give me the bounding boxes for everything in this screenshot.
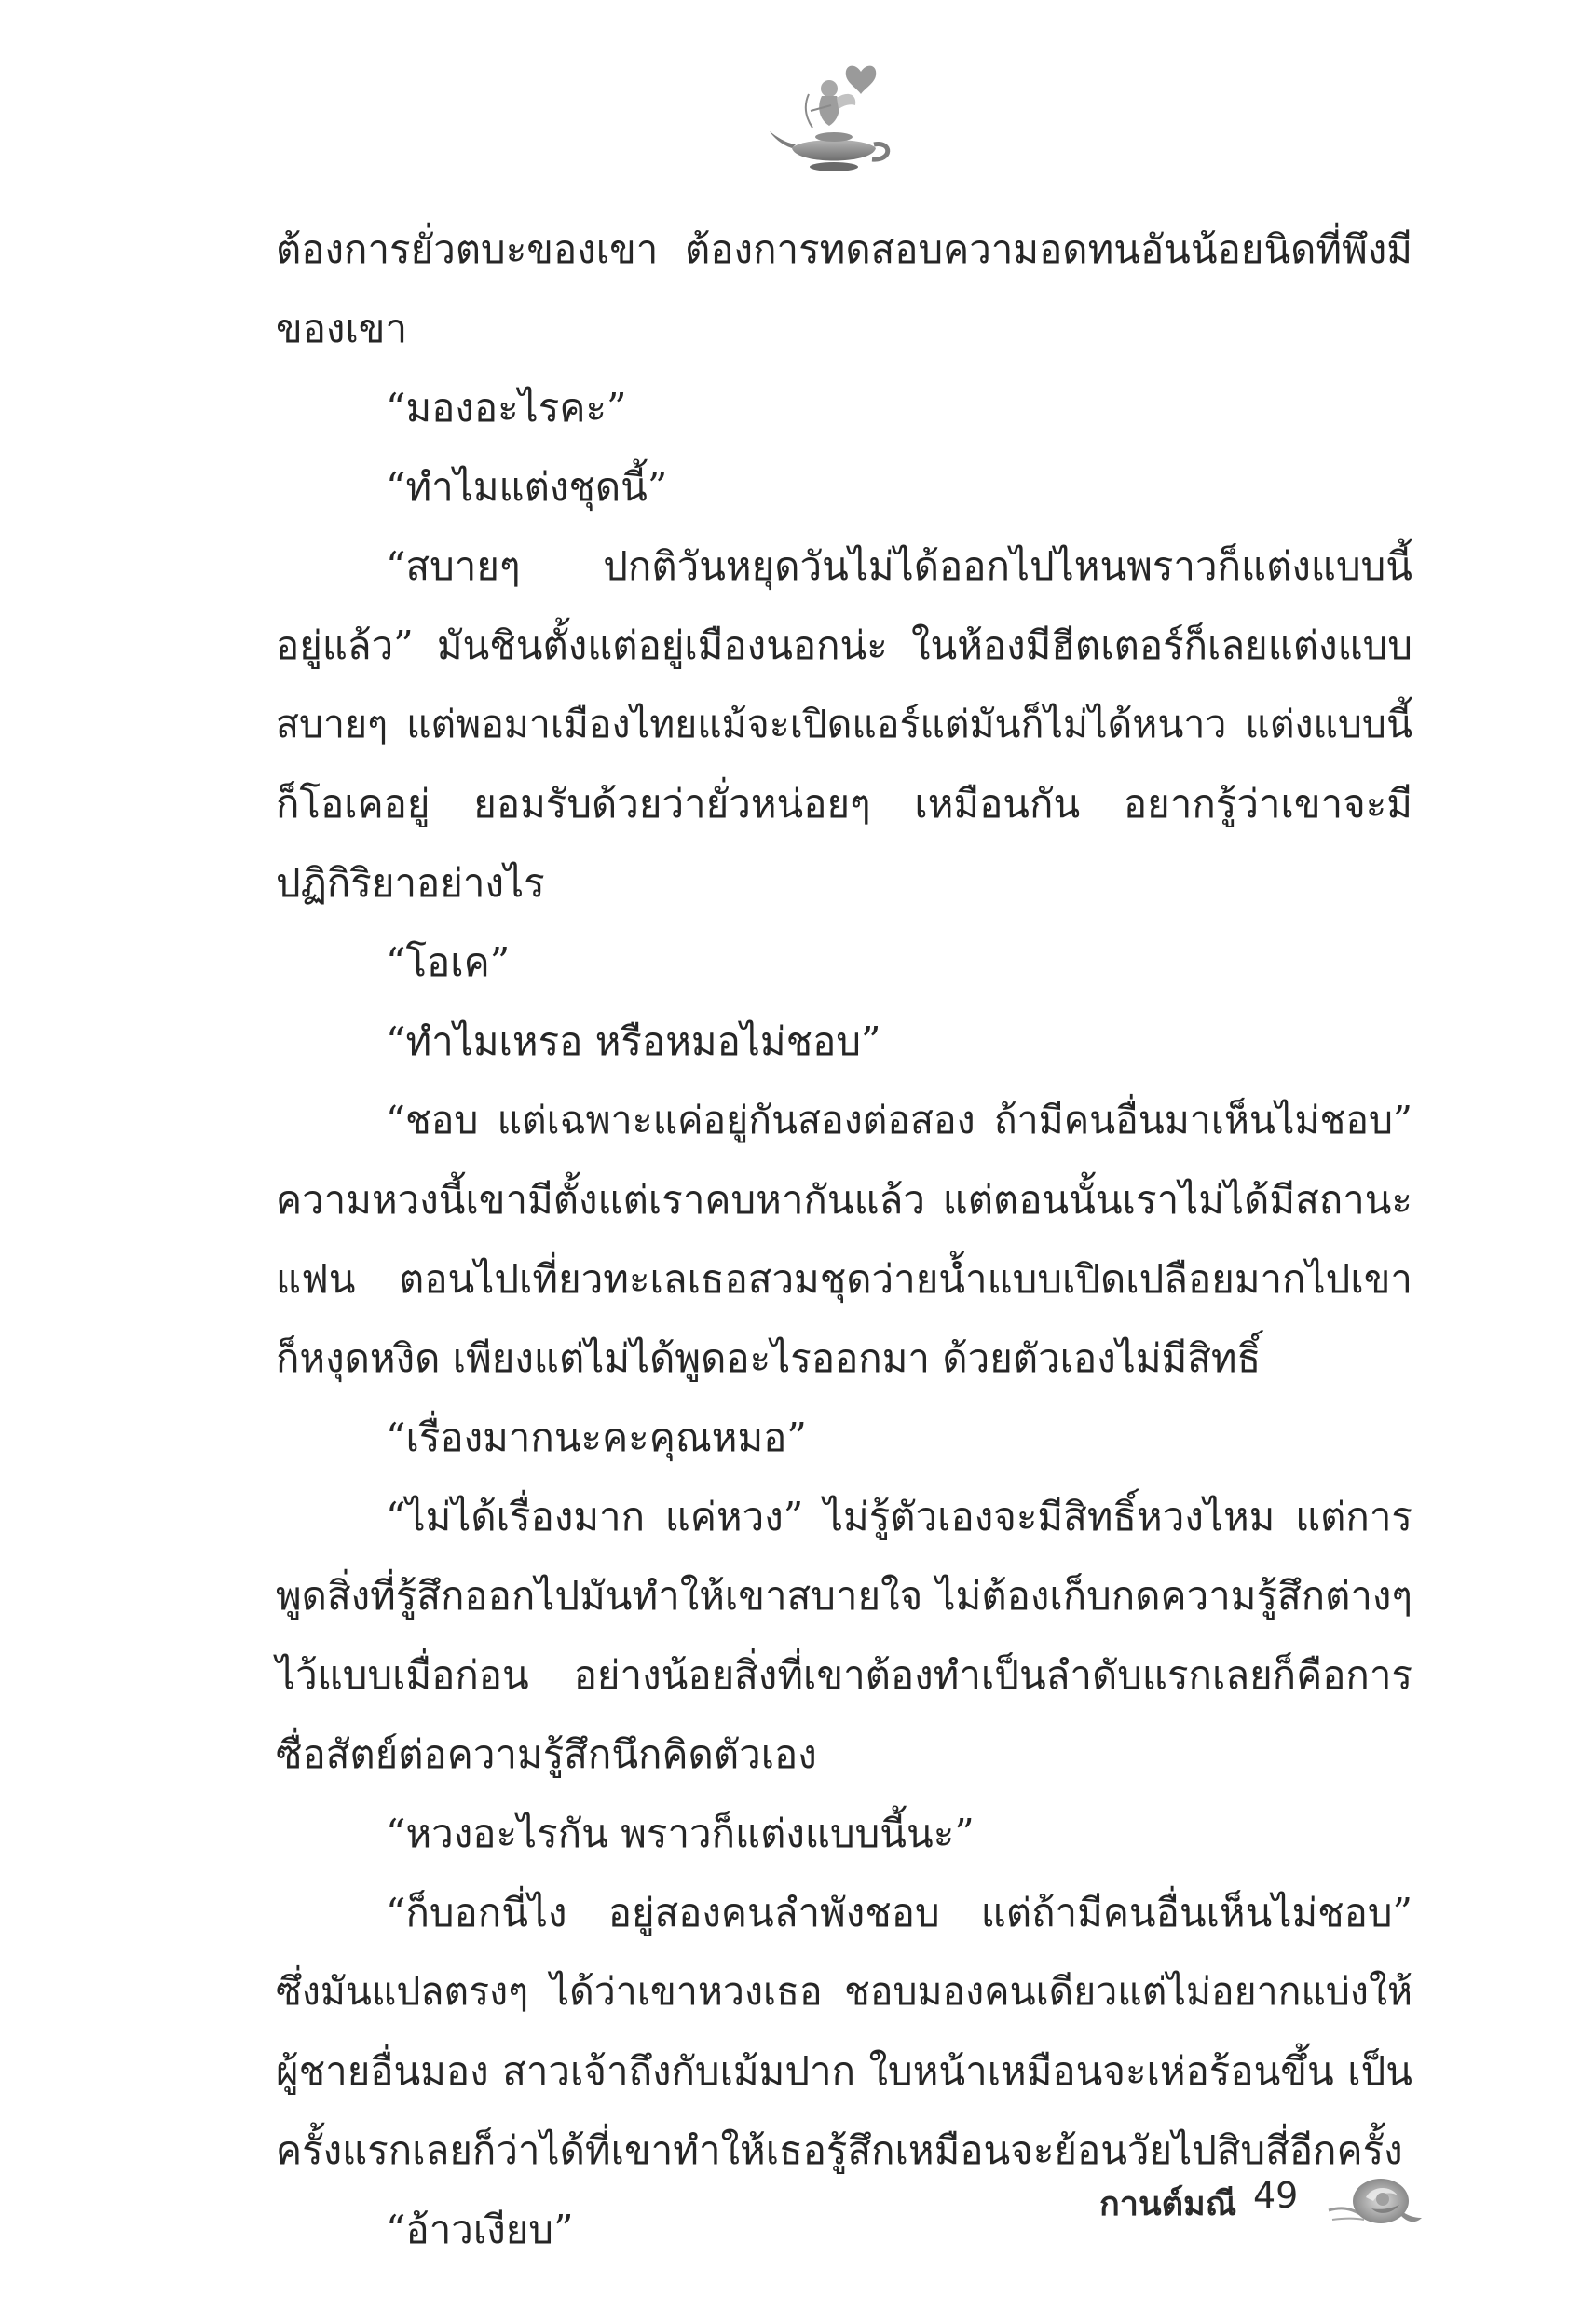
text-line: “มองอะไรคะ” [386,385,627,431]
text-line: อยู่แล้ว” มันชินตั้งแต่อยู่เมืองนอกน่ะ ในห้องมีฮีตเตอร์ก็เลยแต่งแบบ [276,622,1412,668]
text-line: ผู้ชายอื่นมอง สาวเจ้าถึงกับเม้มปาก ใบหน้าเหมือนจะเห่อร้อนขึ้น เป็น [276,2048,1412,2094]
text-line: “โอเค” [386,939,511,985]
text-line: ซึ่งมันแปลตรงๆ ได้ว่าเขาหวงเธอ ชอบมองคนเดียวแต่ไม่อยากแบ่งให้ [276,1969,1412,2014]
text-line: “ทำไมเหรอ หรือหมอไม่ชอบ” [386,1019,881,1064]
text-line: ก็โอเคอยู่ ยอมรับด้วยว่ายั่วหน่อยๆ เหมือนกัน อยากรู้ว่าเขาจะมี [276,781,1412,827]
book-title: กานต์มณี [1099,2185,1237,2223]
page-number: 49 [1253,2175,1299,2216]
text-line: “เรื่องมากนะคะคุณหมอ” [386,1415,807,1460]
text-line: “ก็บอกนี่ไง อยู่สองคนลำพังชอบ แต่ถ้ามีคนอื่นเห็นไม่ชอบ” [386,1890,1412,1935]
genie-lamp-cupid-icon [764,51,904,191]
text-line: ปฏิกิริยาอย่างไร [276,860,545,906]
text-line: ความหวงนี้เขามีตั้งแต่เราคบหากันแล้ว แต่ตอนนั้นเราไม่ได้มีสถานะ [276,1177,1412,1223]
rose-icon [1323,2162,1425,2236]
text-line: “ทำไมแต่งชุดนี้” [386,464,668,510]
text-line: ต้องการยั่วตบะของเขา ต้องการทดสอบความอดทนอันน้อยนิดที่พึงมี [276,226,1412,272]
text-line: “อ้าวเงียบ” [386,2207,574,2252]
text-line: ซื่อสัตย์ต่อความรู้สึกนึกคิดตัวเอง [276,1731,817,1777]
text-line: พูดสิ่งที่รู้สึกออกไปมันทำให้เขาสบายใจ ไม่ต้องเก็บกดความรู้สึกต่างๆ [276,1573,1412,1619]
text-line: “สบายๆ ปกติวันหยุดวันไม่ได้ออกไปไหนพราวก็แต่งแบบนี้ [386,543,1412,589]
text-line: “ชอบ แต่เฉพาะแค่อยู่กันสองต่อสอง ถ้ามีคนอื่นมาเห็นไม่ชอบ” [386,1098,1412,1142]
text-line: “หวงอะไรกัน พราวก็แต่งแบบนี้นะ” [386,1811,975,1856]
text-line: สบายๆ แต่พอมาเมืองไทยแม้จะเปิดแอร์แต่มันก็ไม่ได้หนาว แต่งแบบนี้ [276,702,1412,746]
page-footer [1099,2162,1435,2236]
body-text [276,210,1412,2269]
text-line: ของเขา [276,306,408,351]
text-line: แฟน ตอนไปเที่ยวทะเลเธอสวมชุดว่ายน้ำแบบเปิดเปลือยมากไปเขา [276,1256,1412,1302]
text-line: “ไม่ได้เรื่องมาก แค่หวง” ไม่รู้ตัวเองจะมีสิทธิ์หวงไหม แต่การ [386,1494,1412,1539]
text-line: ก็หงุดหงิด เพียงแต่ไม่ได้พูดอะไรออกมา ด้วยตัวเองไม่มีสิทธิ์ [276,1335,1262,1381]
text-line: ครั้งแรกเลยก็ว่าได้ที่เขาทำให้เธอรู้สึกเหมือนจะย้อนวัยไปสิบสี่อีกครั้ง [276,2127,1403,2173]
text-line: ไว้แบบเมื่อก่อน อย่างน้อยสิ่งที่เขาต้องทำเป็นลำดับแรกเลยก็คือการ [276,1652,1412,1698]
